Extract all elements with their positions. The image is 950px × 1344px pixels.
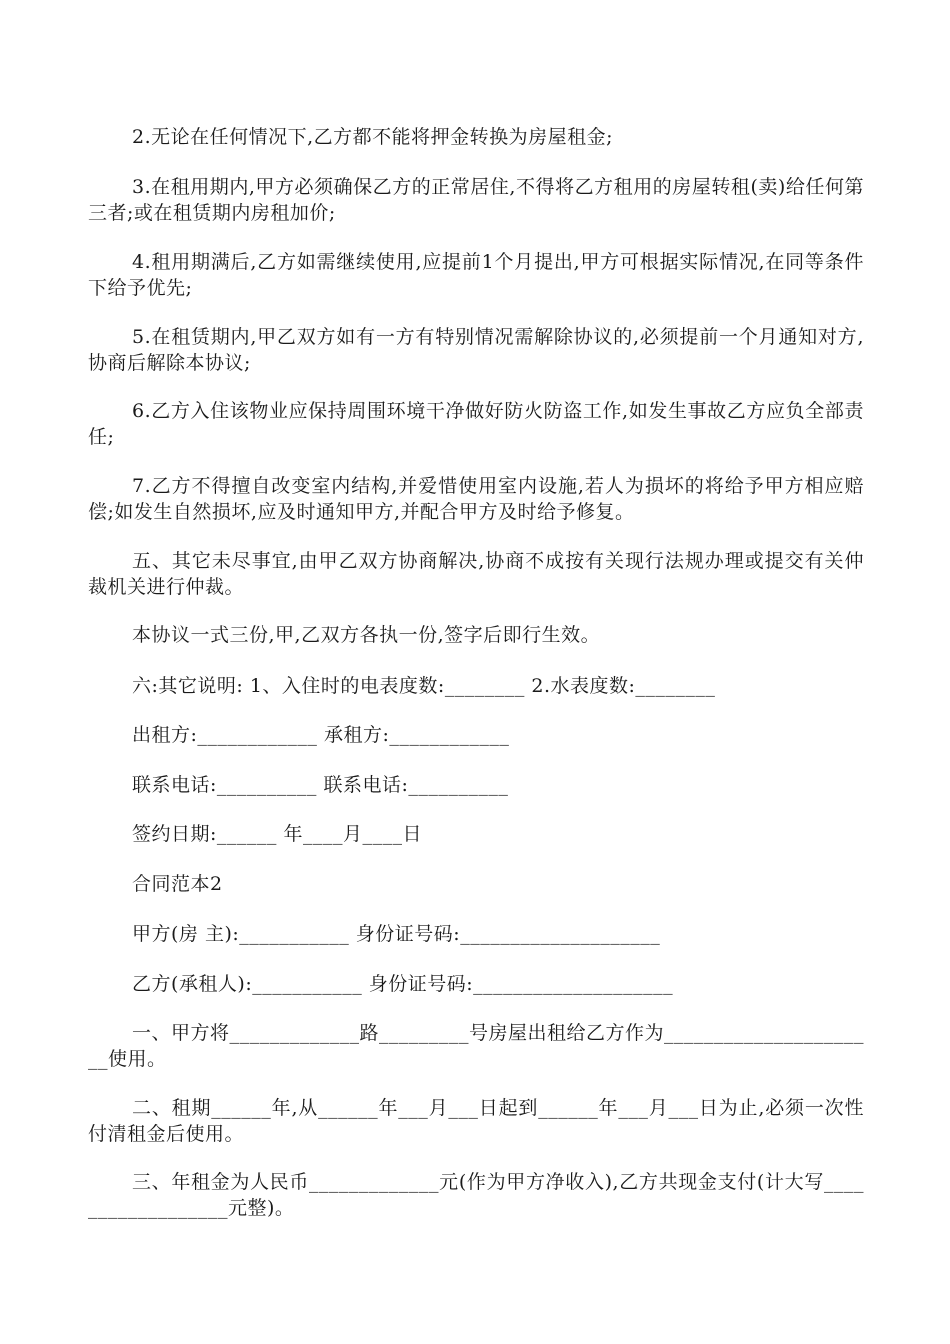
clause-paragraph: 6.乙方入住该物业应保持周围环境干净做好防火防盗工作,如发生事故乙方应负全部责任;	[88, 400, 864, 448]
clause-paragraph: 5.在租赁期内,甲乙双方如有一方有特别情况需解除协议的,必须提前一个月通知对方,协商后解除本协议;	[88, 326, 864, 374]
sign-date-line: 签约日期:______ 年____月____日	[132, 823, 422, 845]
clause-paragraph: 二、租期______年,从______年___月___日起到______年___月___日为止,必须一次性付清租金后使用。	[88, 1097, 864, 1145]
section-title: 合同范本2	[132, 873, 223, 895]
clause-paragraph: 2.无论在任何情况下,乙方都不能将押金转换为房屋租金;	[132, 126, 614, 148]
clause-paragraph: 五、其它未尽事宜,由甲乙双方协商解决,协商不成按有关现行法规办理或提交有关仲裁机关进行仲裁。	[88, 550, 864, 598]
clause-paragraph: 三、年租金为人民币_____________元(作为甲方净收入),乙方共现金支付(计大写__________________元整)。	[88, 1171, 864, 1219]
copies-line: 本协议一式三份,甲,乙双方各执一份,签字后即行生效。	[132, 624, 601, 646]
party-b-line: 乙方(承租人):___________ 身份证号码:____________________	[132, 973, 674, 995]
clause-paragraph: 7.乙方不得擅自改变室内结构,并爱惜使用室内设施,若人为损坏的将给予甲方相应赔偿;如发生自然损坏,应及时通知甲方,并配合甲方及时给予修复。	[88, 475, 864, 523]
parties-signature-line: 出租方:____________ 承租方:____________	[132, 724, 510, 746]
party-a-line: 甲方(房 主):___________ 身份证号码:____________________	[132, 923, 661, 945]
clause-paragraph: 3.在租用期内,甲方必须确保乙方的正常居住,不得将乙方租用的房屋转租(卖)给任何第三者;或在租赁期内房租加价;	[88, 176, 864, 224]
meter-readings-line: 六:其它说明: 1、入住时的电表度数:________ 2.水表度数:________	[132, 675, 716, 697]
clause-paragraph: 4.租用期满后,乙方如需继续使用,应提前1个月提出,甲方可根据实际情况,在同等条件下给予优先;	[88, 251, 864, 299]
clause-paragraph: 一、甲方将_____________路_________号房屋出租给乙方作为______________________使用。	[88, 1022, 865, 1070]
phone-line: 联系电话:__________ 联系电话:__________	[132, 774, 509, 796]
